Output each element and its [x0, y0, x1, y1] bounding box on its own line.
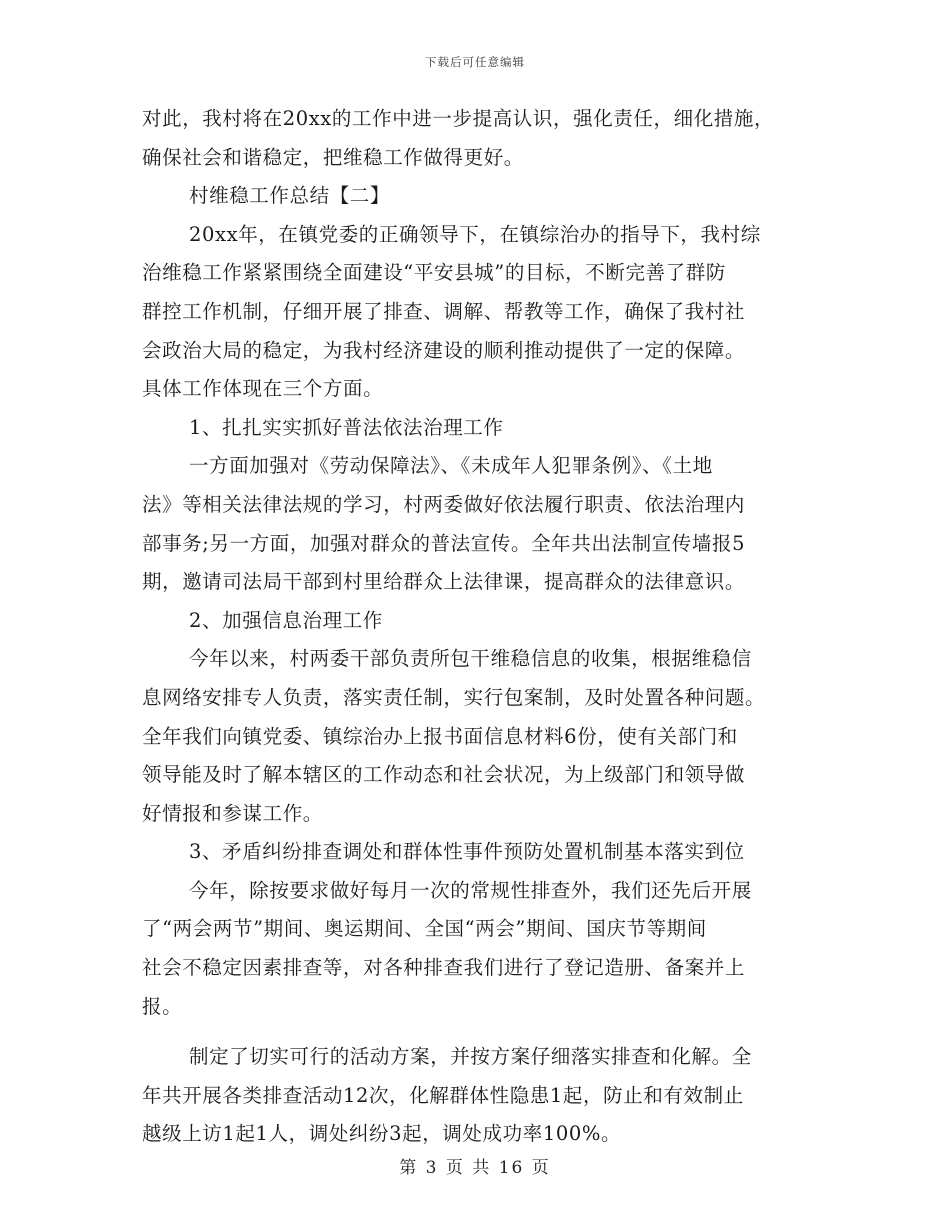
document-body	[142, 100, 812, 1154]
body-line: 对此，我村将在20xx的工作中进一步提高认识，强化责任，细化措施，	[142, 107, 775, 130]
page-number: 第 3 页 共 16 页	[399, 1158, 551, 1178]
body-line: 领导能及时了解本辖区的工作动态和社会状况，为上级部门和领导做	[142, 763, 746, 787]
body-line: 社会不稳定因素排查等，对各种排查我们进行了登记造册、备案并上	[142, 956, 746, 980]
subheading: 3、矛盾纠纷排查调处和群体性事件预防处置机制基本落实到位	[189, 840, 745, 864]
body-line: 具体工作体现在三个方面。	[142, 377, 384, 401]
paragraph-start: 今年，除按要求做好每月一次的常规性排查外，我们还先后开展	[189, 878, 752, 902]
body-line: 全年我们向镇党委、镇综治办上报书面信息材料6份，使有关部门和	[142, 724, 738, 748]
body-line: 年共开展各类排查活动12次，化解群体性隐患1起，防止和有效制止	[142, 1083, 744, 1107]
body-line: 部事务;另一方面，加强对群众的普法宣传。全年共出法制宣传墙报5	[142, 531, 746, 555]
paragraph-start: 制定了切实可行的活动方案，并按方案仔细落实排查和化解。全	[189, 1045, 752, 1069]
body-line: 治维稳工作紧紧围绕全面建设“平安县城”的目标，不断完善了群防	[142, 261, 726, 285]
body-line: 期，邀请司法局干部到村里给群众上法律课，提高群众的法律意识。	[142, 570, 746, 594]
section-heading: 村维稳工作总结【二】	[189, 184, 391, 208]
paragraph-start: 一方面加强对《劳动保障法》、《未成年人犯罪条例》、《土地	[189, 454, 713, 478]
paragraph-start: 今年以来，村两委干部负责所包干维稳信息的收集，根据维稳信	[189, 647, 752, 671]
paragraph-start: 20xx年，在镇党委的正确领导下，在镇综治办的指导下，我村综	[189, 222, 761, 246]
header-note: 下载后可任意编辑	[425, 55, 525, 69]
body-line: 好情报和参谋工作。	[142, 801, 323, 825]
body-line: 了“两会两节”期间、奥运期间、全国“两会”期间、国庆节等期间	[142, 917, 707, 941]
body-line: 确保社会和谐稳定，把维稳工作做得更好。	[142, 145, 524, 169]
subheading: 2、加强信息治理工作	[189, 608, 383, 632]
body-line: 会政治大局的稳定，为我村经济建设的顺利推动提供了一定的保障。	[142, 338, 746, 362]
body-line: 群控工作机制，仔细开展了排查、调解、帮教等工作，确保了我村社	[142, 299, 746, 323]
body-line: 越级上访1起1人，调处纠纷3起，调处成功率100%。	[142, 1122, 622, 1146]
body-line: 法》等相关法律法规的学习，村两委做好依法履行职责、依法治理内	[142, 492, 746, 516]
body-line: 报。	[142, 994, 183, 1018]
body-line: 息网络安排专人负责，落实责任制，实行包案制，及时处置各种问题。	[142, 685, 766, 709]
subheading: 1、扎扎实实抓好普法依法治理工作	[189, 415, 504, 439]
